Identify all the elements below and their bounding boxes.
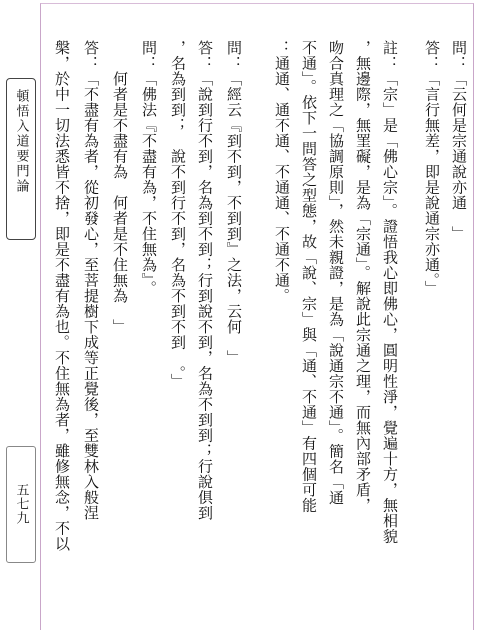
chapter-tab xyxy=(6,78,36,240)
chapter-title: 頓悟入道要門論 xyxy=(13,89,29,194)
page-frame xyxy=(40,3,474,630)
page-number: 五七九 xyxy=(13,483,29,525)
text-column: 答：「說到行不到，名為到不到；行到說不到，名為不到到；行說俱到 xyxy=(196,40,214,521)
text-column: 答：「言行無差，即是說通宗亦通。」 xyxy=(423,40,441,296)
page-number-tab xyxy=(6,446,36,563)
text-column: 答：「不盡有為者，從初發心，至菩提樹下成等正覺後，至雙林入般涅 xyxy=(82,40,100,521)
text-column: 問：「經云『到不到，不到到』之法，云何 」 xyxy=(225,40,243,366)
text-column: 問：「云何是宗通說亦通 」 xyxy=(450,40,468,242)
text-column: ，名為到到； 說不到行不到，名為不到不到 。」 xyxy=(169,40,187,389)
text-column: ：通通、通不通、不通通、不通不通。 xyxy=(273,40,291,304)
text-column: ，無邊際，無罣礙，是為「宗通」。解說此宗通之理，而無內部矛盾， xyxy=(354,40,372,513)
text-column: 吻合真理之「協調原則」，然未親證，是為「說通宗不通」。簡名「通 xyxy=(327,40,345,506)
text-column: 不通」。依下一問答之型態，故「說、宗」與「通、不通」有四個可能 xyxy=(300,40,318,513)
text-column: 何者是不盡有為 何者是不住無為 」 xyxy=(111,40,129,335)
text-column: 問：「佛法『不盡有為，不住無為』。 xyxy=(140,40,158,296)
text-column: 註：「宗」是「佛心宗」。證悟我心即佛心，圓明性淨，覺遍十方，無相貌 xyxy=(381,40,399,544)
text-column: 槃，於中一切法悉皆不捨，即是不盡有為也。不住無為者，雖修無念，不以 xyxy=(53,40,71,552)
